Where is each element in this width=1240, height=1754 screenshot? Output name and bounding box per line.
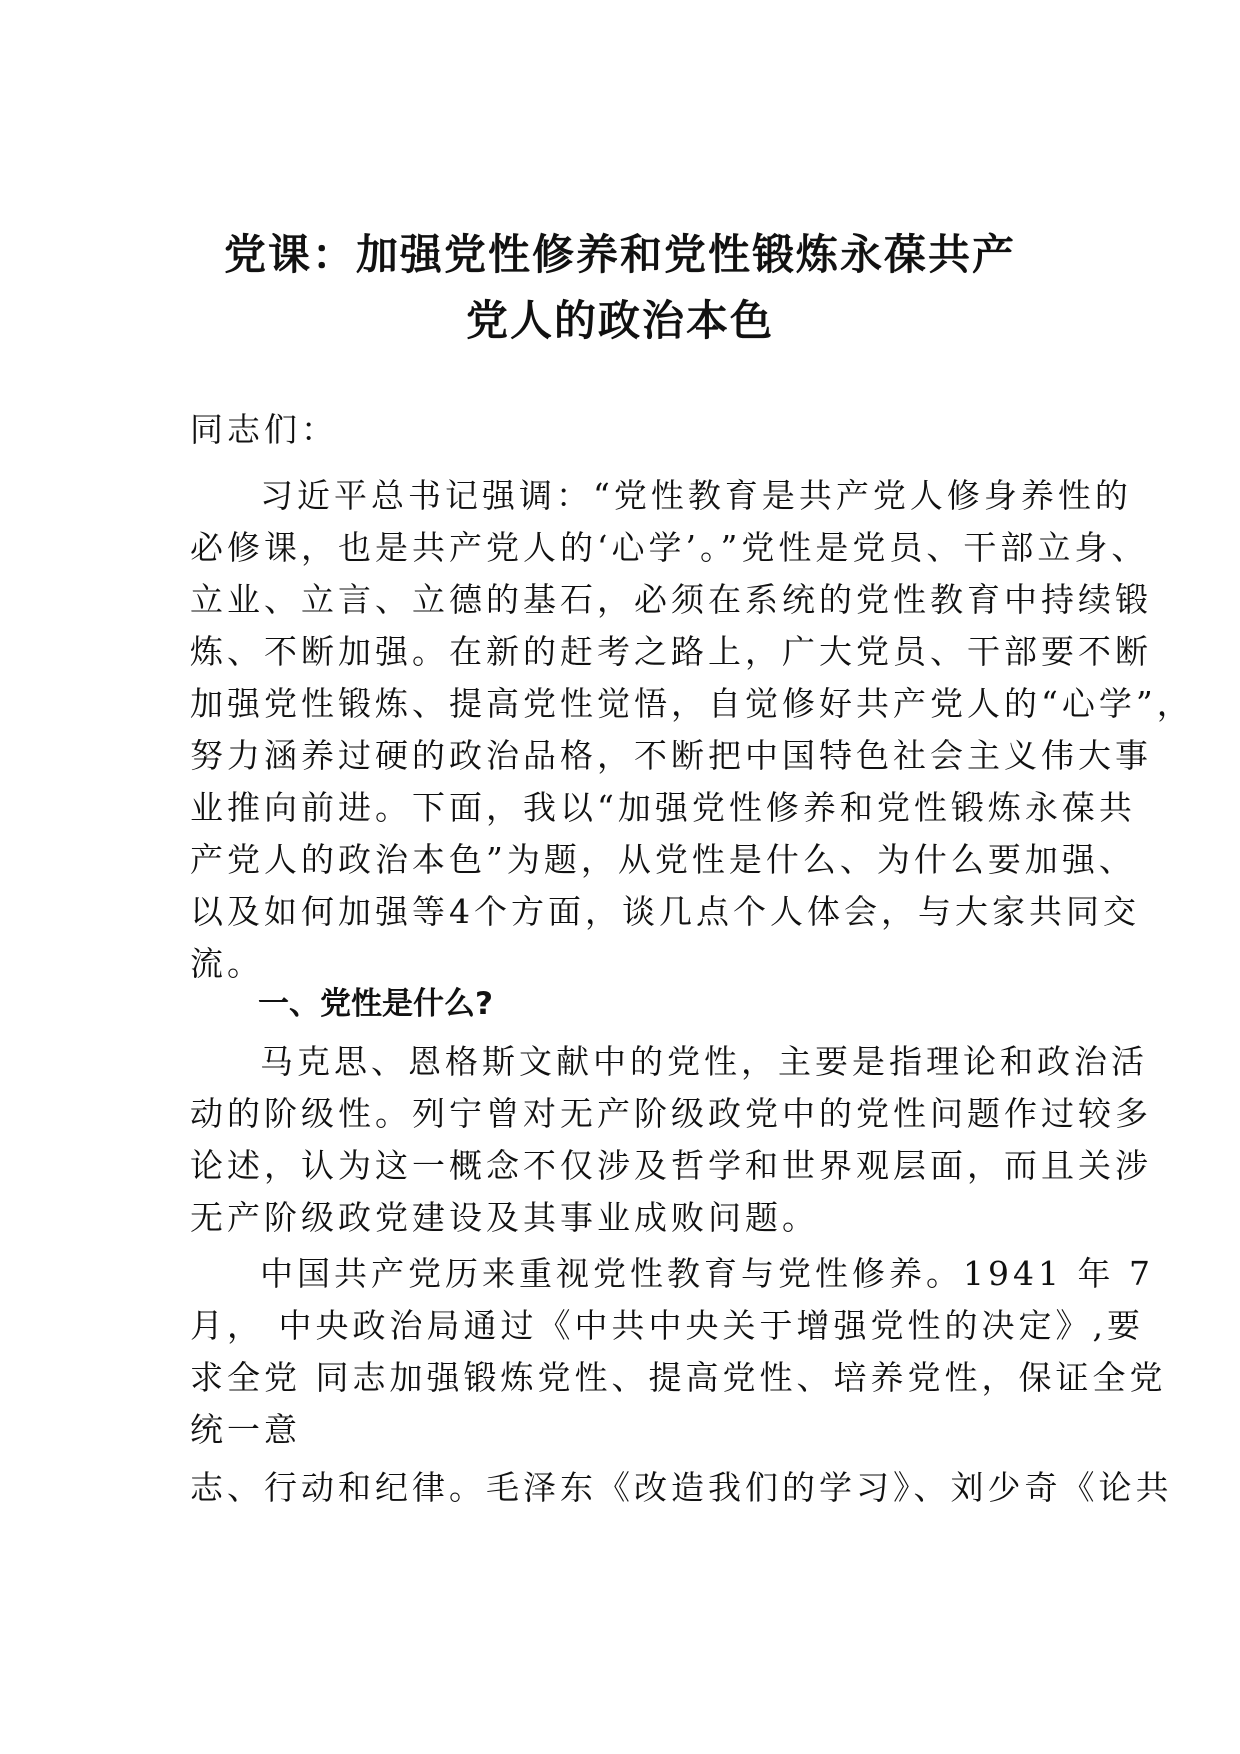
title-line: 党课：加强党性修养和党性锻炼永葆共产 [223,230,1016,279]
title-line: 党人的政治本色 [465,296,774,345]
paragraph-line: 论述，认为这一概念不仅涉及哲学和世界观层面，而且关涉 [190,1146,1152,1185]
intro-paragraph [190,470,1194,990]
paragraph-line: 求全党 同志加强锻炼党性、提高党性、培养党性，保证全党 [190,1358,1167,1397]
salutation: 同志们： [190,410,338,449]
paragraph-line: 动的阶级性。列宁曾对无产阶级政党中的党性问题作过较多 [190,1094,1152,1133]
paragraph-line: 志、行动和纪律。毛泽东《改造我们的学习》、刘少奇《论共 [190,1468,1173,1507]
section1-paragraph [190,1036,1152,1244]
section-heading: 一、党性是什么? [258,986,493,1022]
paragraph-line: 中国共产党历来重视党性教育与党性修养。1941 年 7 [260,1254,1154,1293]
paragraph-line: 产党人的政治本色”为题，从党性是什么、为什么要加强、 [190,840,1136,879]
paragraph-line: 习近平总书记强调：“党性教育是共产党人修身养性的 [260,476,1132,515]
document-title [150,222,1090,354]
paragraph-line: 必修课，也是共产党人的‘心学’。”党性是党员、干部立身、 [190,528,1149,567]
section1-paragraph-2 [190,1248,1173,1514]
paragraph-line: 流。 [190,944,264,983]
paragraph-line: 月， 中央政治局通过《中共中央关于增强党性的决定》,要 [190,1306,1144,1345]
paragraph-line: 无产阶级政党建设及其事业成败问题。 [190,1198,819,1237]
paragraph-line: 炼、不断加强。在新的赶考之路上，广大党员、干部要不断 [190,632,1152,671]
paragraph-line: 业推向前进。下面，我以“加强党性修养和党性锻炼永葆共 [190,788,1136,827]
paragraph-line: 努力涵养过硬的政治品格，不断把中国特色社会主义伟大事 [190,736,1152,775]
paragraph-line: 马克思、恩格斯文献中的党性，主要是指理论和政治活 [260,1042,1148,1081]
paragraph-line: 加强党性锻炼、提高党性觉悟，自觉修好共产党人的“心学”， [190,684,1194,723]
paragraph-line: 立业、立言、立德的基石，必须在系统的党性教育中持续锻 [190,580,1152,619]
paragraph-line: 统一意 [190,1410,301,1449]
paragraph-line: 以及如何加强等4个方面，谈几点个人体会，与大家共同交 [190,892,1140,931]
